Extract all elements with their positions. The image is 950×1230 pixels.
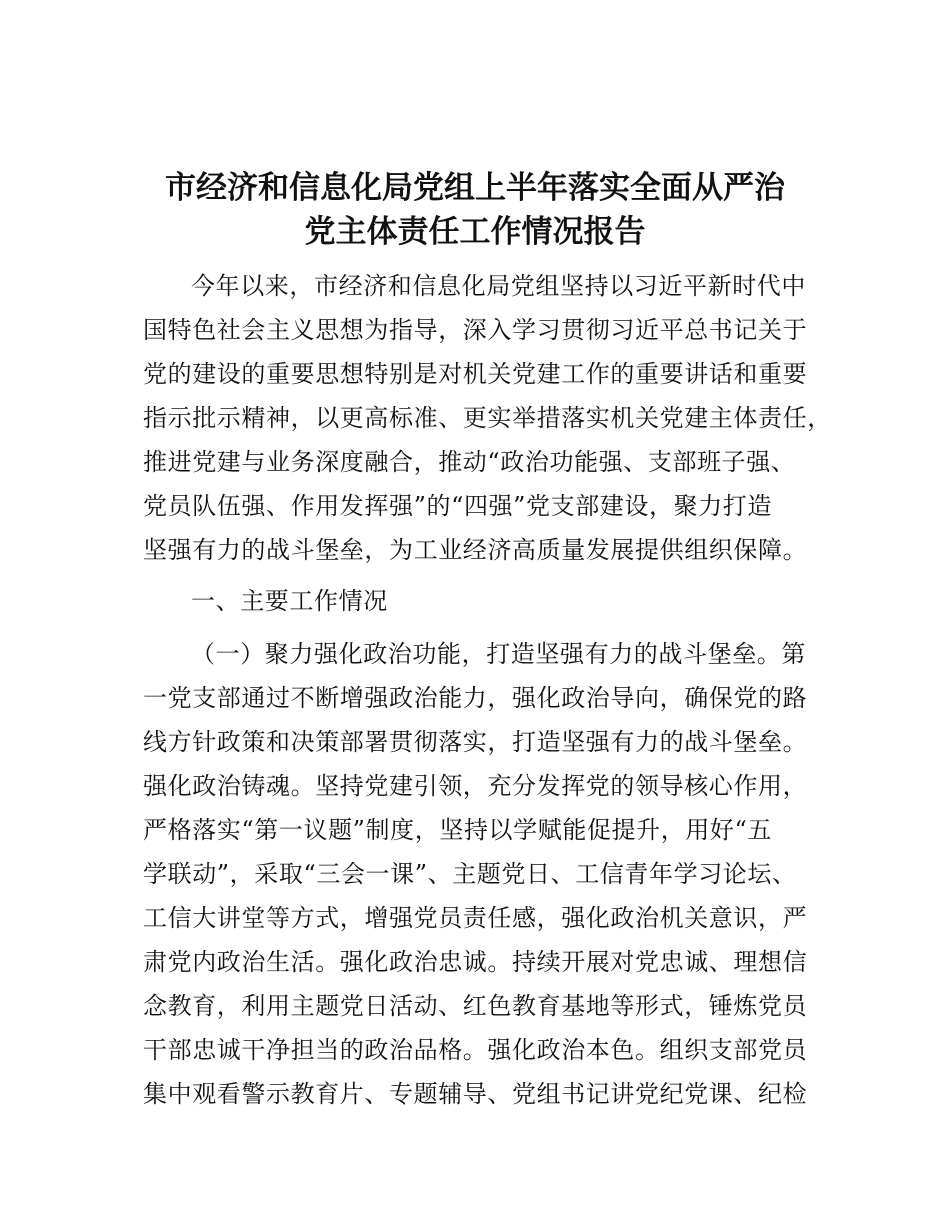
paragraph-line: 推进党建与业务深度融合，推动“政治功能强、支部班子强、 <box>143 448 796 476</box>
paragraph-line: 干部忠诚干净担当的政治品格。强化政治本色。组织支部党员 <box>143 1036 808 1064</box>
paragraph-line: 工信大讲堂等方式，增强党员责任感，强化政治机关意识，严 <box>143 904 808 932</box>
paragraph-line: 指示批示精神，以更高标准、更实举措落实机关党建主体责任， <box>143 404 832 432</box>
paragraph-line: 线方针政策和决策部署贯彻落实，打造坚强有力的战斗堡垒。 <box>143 728 808 756</box>
paragraph-line: 严格落实“第一议题”制度，坚持以学赋能促提升，用好“五 <box>143 816 773 844</box>
document-title-line-1: 市经济和信息化局党组上半年落实全面从严治 <box>165 170 785 206</box>
paragraph-line: （一）聚力强化政治功能，打造坚强有力的战斗堡垒。第 <box>191 640 806 668</box>
paragraph-line: 学联动”，采取“三会一课”、主题党日、工信青年学习论坛、 <box>143 860 797 888</box>
section-heading: 一、主要工作情况 <box>191 587 388 615</box>
paragraph-line: 肃党内政治生活。强化政治忠诚。持续开展对党忠诚、理想信 <box>143 948 808 976</box>
paragraph-line: 强化政治铸魂。坚持党建引领，充分发挥党的领导核心作用， <box>143 772 808 800</box>
paragraph-line: 国特色社会主义思想为指导，深入学习贯彻习近平总书记关于 <box>143 316 808 344</box>
paragraph-line: 一党支部通过不断增强政治能力，强化政治导向，确保党的路 <box>143 684 808 712</box>
paragraph-line: 党的建设的重要思想特别是对机关党建工作的重要讲话和重要 <box>143 360 808 388</box>
paragraph-line: 坚强有力的战斗堡垒，为工业经济高质量发展提供组织保障。 <box>143 536 808 564</box>
paragraph-line: 今年以来，市经济和信息化局党组坚持以习近平新时代中 <box>191 272 806 300</box>
document-title-line-2: 党主体责任工作情况报告 <box>304 214 646 250</box>
paragraph-line: 集中观看警示教育片、专题辅导、党组书记讲党纪党课、纪检 <box>143 1080 808 1108</box>
paragraph-line: 党员队伍强、作用发挥强”的“四强”党支部建设，聚力打造 <box>143 492 773 520</box>
paragraph-line: 念教育，利用主题党日活动、红色教育基地等形式，锤炼党员 <box>143 992 808 1020</box>
